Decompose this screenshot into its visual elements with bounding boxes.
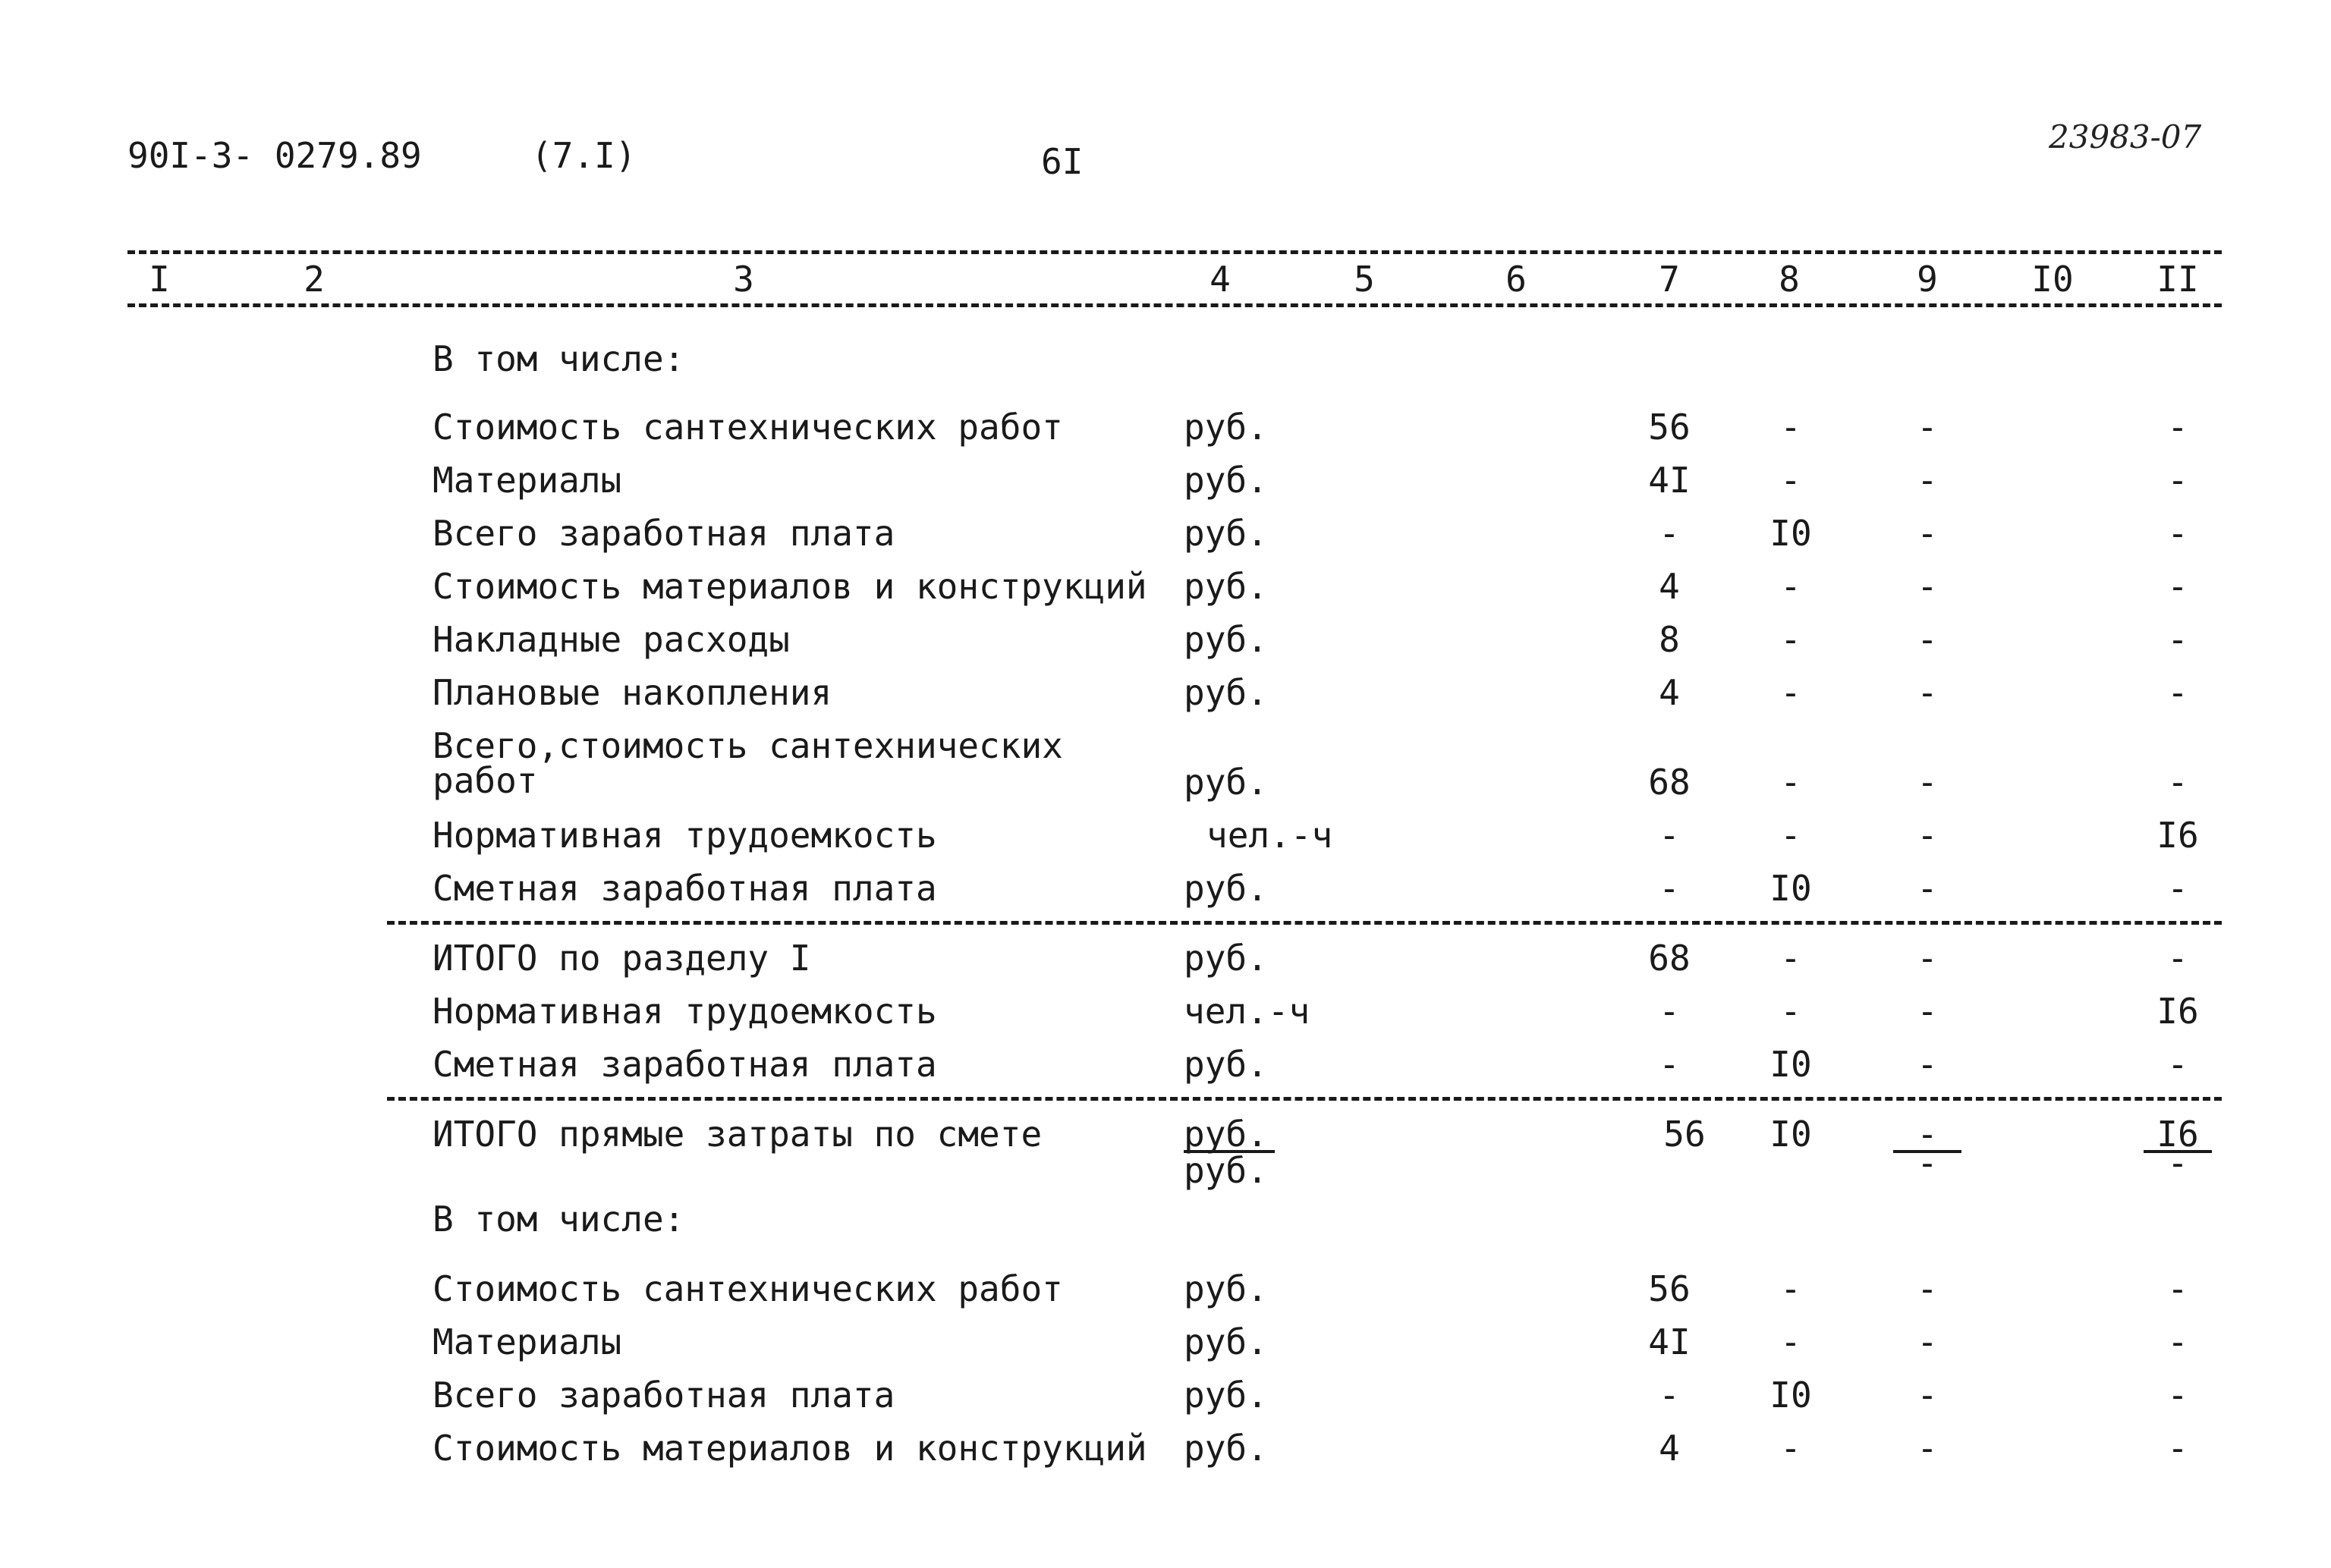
wage-col7: - bbox=[1659, 868, 1680, 909]
total-col7: 68 bbox=[1648, 762, 1691, 803]
labor-col8: - bbox=[1780, 815, 1801, 856]
row-name: Всего заработная плата bbox=[433, 1375, 895, 1416]
wage-col9: - bbox=[1917, 868, 1938, 909]
column-header-9: 9 bbox=[1917, 259, 1938, 300]
row-name: Материалы bbox=[433, 460, 622, 501]
row-col9: - bbox=[1917, 672, 1938, 713]
row-name: Плановые накопления bbox=[433, 672, 832, 713]
section-total-col9: - bbox=[1917, 938, 1938, 979]
document-code: 90I-3- 0279.89 bbox=[127, 135, 422, 176]
row-col11: - bbox=[2167, 619, 2188, 660]
row-col7: 56 bbox=[1648, 1268, 1691, 1309]
wage-col11: - bbox=[2167, 868, 2188, 909]
row-name: Стоимость сантехнических работ bbox=[433, 407, 1063, 448]
row-col11: - bbox=[2167, 1321, 2188, 1362]
row-unit: руб. bbox=[1184, 513, 1268, 554]
row-name: Накладные расходы bbox=[433, 619, 790, 660]
direct-total-unit-bottom: руб. bbox=[1184, 1150, 1268, 1191]
row-col8: - bbox=[1780, 460, 1801, 501]
row-col7: 4I bbox=[1648, 460, 1691, 501]
row-col11: - bbox=[2167, 1428, 2188, 1469]
row-col8: I0 bbox=[1769, 1375, 1812, 1416]
total-unit: руб. bbox=[1184, 762, 1268, 803]
section-total-col11: - bbox=[2167, 1044, 2188, 1085]
row-col8: - bbox=[1780, 1428, 1801, 1469]
labor-unit: чел.-ч bbox=[1206, 815, 1333, 856]
direct-total-col11-bottom: - bbox=[2167, 1142, 2188, 1183]
section-total-unit: руб. bbox=[1184, 938, 1268, 979]
row-col7: - bbox=[1659, 1375, 1680, 1416]
direct-total-col11-top: I6 bbox=[2156, 1114, 2199, 1155]
row-col8: I0 bbox=[1769, 513, 1812, 554]
page-number: 6I bbox=[1041, 141, 1084, 182]
section-total-name: Нормативная трудоемкость bbox=[433, 991, 937, 1032]
direct-total-col7: 56 bbox=[1663, 1114, 1706, 1155]
row-col11: - bbox=[2167, 407, 2188, 448]
column-header-5: 5 bbox=[1354, 259, 1375, 300]
direct-total-col8: I0 bbox=[1769, 1114, 1812, 1155]
handwritten-code: 23983-07 bbox=[2049, 118, 2202, 156]
row-unit: руб. bbox=[1184, 1268, 1268, 1309]
row-unit: руб. bbox=[1184, 1321, 1268, 1362]
row-name: Стоимость материалов и конструкций bbox=[433, 566, 1147, 607]
section-separator bbox=[387, 921, 2222, 925]
row-col11: - bbox=[2167, 1268, 2188, 1309]
row-col8: - bbox=[1780, 566, 1801, 607]
row-col7: 8 bbox=[1659, 619, 1680, 660]
column-header-6: 6 bbox=[1505, 259, 1527, 300]
section-total-col8: - bbox=[1780, 991, 1801, 1032]
row-col9: - bbox=[1917, 460, 1938, 501]
section-total-col7: - bbox=[1659, 991, 1680, 1032]
row-col8: - bbox=[1780, 672, 1801, 713]
direct-total-unit-top: руб. bbox=[1184, 1114, 1268, 1155]
total-name-line2: работ bbox=[433, 760, 538, 801]
column-header-7: 7 bbox=[1659, 259, 1680, 300]
row-col8: - bbox=[1780, 1321, 1801, 1362]
row-name: Всего заработная плата bbox=[433, 513, 895, 554]
row-unit: руб. bbox=[1184, 407, 1268, 448]
row-name: Стоимость материалов и конструкций bbox=[433, 1428, 1147, 1469]
row-name: Материалы bbox=[433, 1321, 622, 1362]
section-total-col11: - bbox=[2167, 938, 2188, 979]
column-header-11: II bbox=[2156, 259, 2199, 300]
subsection-label: В том числе: bbox=[433, 338, 685, 379]
section-total-unit: руб. bbox=[1184, 1044, 1268, 1085]
column-header-2: 2 bbox=[304, 259, 325, 300]
direct-total-name: ИТОГО прямые затраты по смете bbox=[433, 1114, 1043, 1155]
direct-total-separator bbox=[387, 1097, 2222, 1101]
labor-col7: - bbox=[1659, 815, 1680, 856]
column-header-10: I0 bbox=[2031, 259, 2074, 300]
column-header-1: I bbox=[149, 259, 170, 300]
row-col8: - bbox=[1780, 407, 1801, 448]
row-col7: 4 bbox=[1659, 566, 1680, 607]
row-col11: - bbox=[2167, 513, 2188, 554]
row-unit: руб. bbox=[1184, 619, 1268, 660]
row-col9: - bbox=[1917, 619, 1938, 660]
direct-total-col9-top: - bbox=[1917, 1114, 1938, 1155]
row-col9: - bbox=[1917, 1268, 1938, 1309]
labor-col11: I6 bbox=[2156, 815, 2199, 856]
direct-total-col9-bottom: - bbox=[1917, 1142, 1938, 1183]
row-col9: - bbox=[1917, 1375, 1938, 1416]
labor-name: Нормативная трудоемкость bbox=[433, 815, 937, 856]
row-col8: - bbox=[1780, 619, 1801, 660]
section-code: (7.I) bbox=[531, 135, 637, 176]
section-total-col8: I0 bbox=[1769, 1044, 1812, 1085]
column-header-8: 8 bbox=[1779, 259, 1800, 300]
section-total-name: ИТОГО по разделу I bbox=[433, 938, 811, 979]
column-header-3: 3 bbox=[733, 259, 754, 300]
total-col9: - bbox=[1917, 762, 1938, 803]
row-col8: - bbox=[1780, 1268, 1801, 1309]
row-col11: - bbox=[2167, 672, 2188, 713]
wage-unit: руб. bbox=[1184, 868, 1268, 909]
row-col11: - bbox=[2167, 566, 2188, 607]
row-col11: - bbox=[2167, 1375, 2188, 1416]
section-total-col11: I6 bbox=[2156, 991, 2199, 1032]
column-header-4: 4 bbox=[1210, 259, 1231, 300]
row-unit: руб. bbox=[1184, 1375, 1268, 1416]
section-total-col9: - bbox=[1917, 1044, 1938, 1085]
header-bottom-rule bbox=[127, 303, 2222, 307]
row-unit: руб. bbox=[1184, 566, 1268, 607]
total-col8: - bbox=[1780, 762, 1801, 803]
row-name: Стоимость сантехнических работ bbox=[433, 1268, 1063, 1309]
subsection-label: В том числе: bbox=[433, 1199, 685, 1240]
section-total-col7: - bbox=[1659, 1044, 1680, 1085]
row-unit: руб. bbox=[1184, 672, 1268, 713]
section-total-col8: - bbox=[1780, 938, 1801, 979]
total-col11: - bbox=[2167, 762, 2188, 803]
row-col7: 4 bbox=[1659, 672, 1680, 713]
section-total-unit: чел.-ч bbox=[1184, 991, 1310, 1032]
section-total-col9: - bbox=[1917, 991, 1938, 1032]
wage-name: Сметная заработная плата bbox=[433, 868, 937, 909]
row-col9: - bbox=[1917, 1321, 1938, 1362]
row-col9: - bbox=[1917, 513, 1938, 554]
header-top-rule bbox=[127, 250, 2222, 254]
section-total-col7: 68 bbox=[1648, 938, 1691, 979]
labor-col9: - bbox=[1917, 815, 1938, 856]
total-name-line1: Всего,стоимость сантехнических bbox=[433, 725, 1063, 766]
section-total-name: Сметная заработная плата bbox=[433, 1044, 937, 1085]
row-col9: - bbox=[1917, 566, 1938, 607]
row-unit: руб. bbox=[1184, 460, 1268, 501]
row-col9: - bbox=[1917, 1428, 1938, 1469]
row-col7: 56 bbox=[1648, 407, 1691, 448]
wage-col8: I0 bbox=[1769, 868, 1812, 909]
row-col7: 4 bbox=[1659, 1428, 1680, 1469]
row-col7: 4I bbox=[1648, 1321, 1691, 1362]
row-col11: - bbox=[2167, 460, 2188, 501]
row-unit: руб. bbox=[1184, 1428, 1268, 1469]
row-col7: - bbox=[1659, 513, 1680, 554]
row-col9: - bbox=[1917, 407, 1938, 448]
